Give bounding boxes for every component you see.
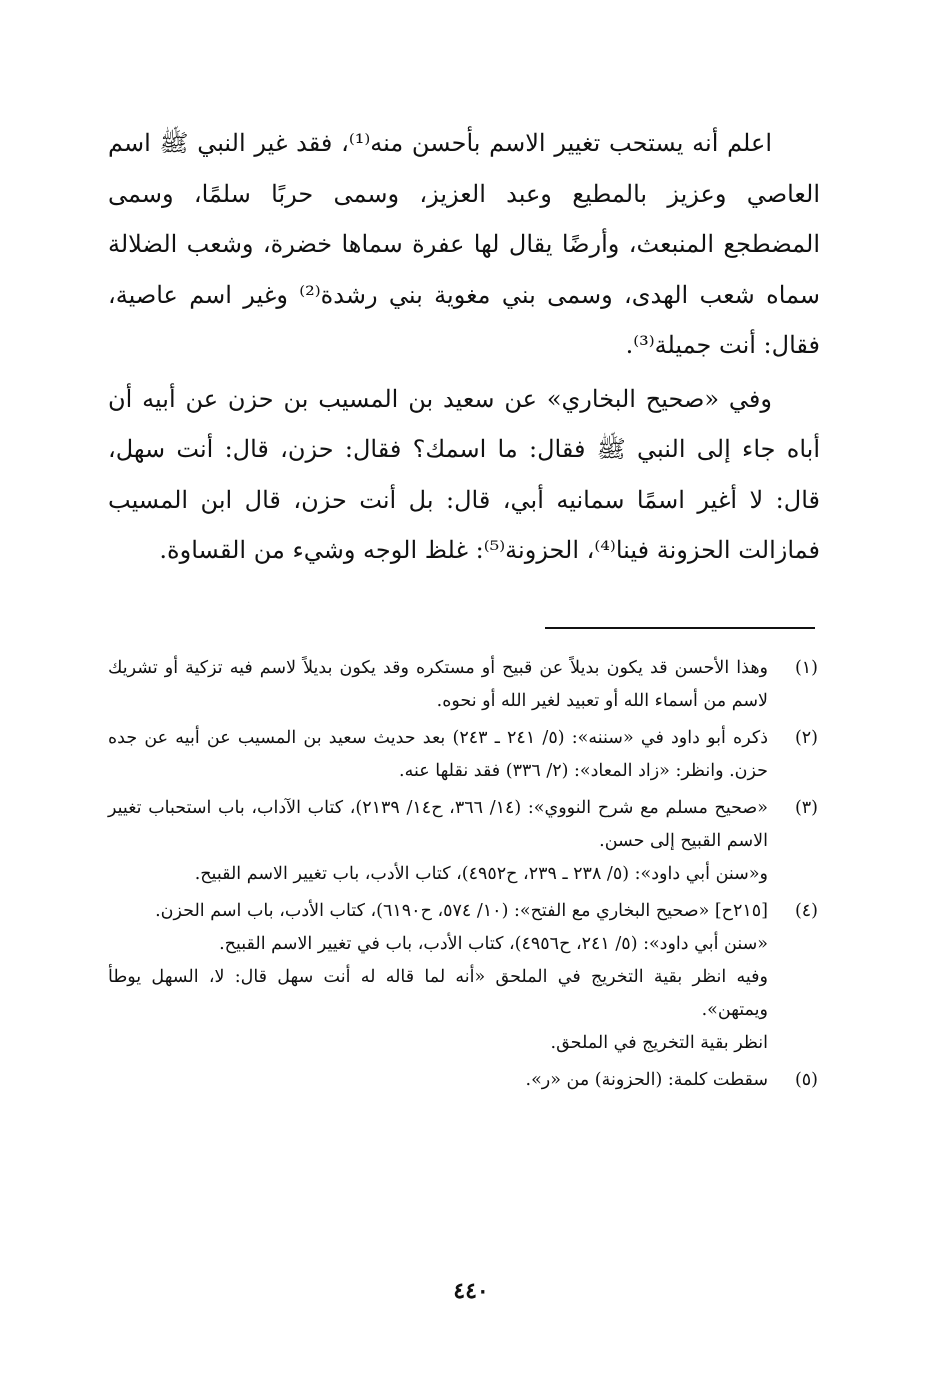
footnote-number: (٢) — [794, 728, 818, 748]
footnote-text: وهذا الأحسن قد يكون بديلاً عن قبيح أو مستكره وقد يكون بديلاً لاسم فيه تزكية أو تشريك لاسم من أسماء الله أو تعبيد لغير الله أو نحوه. — [108, 658, 768, 711]
footnote-text: سقطت كلمة: (الحزونة) من «ر». — [525, 1070, 768, 1090]
footnote-text: [٢١٥ح] «صحيح البخاري مع الفتح»: (١٠/ ٥٧٤، ح٦١٩٠)، كتاب الأدب، باب اسم الحزن. — [155, 901, 768, 921]
footnote-text: ذكره أبو داود في «سننه»: (٥/ ٢٤١ ـ ٢٤٣) بعد حديث سعيد بن المسيب عن أبيه عن جده حزن. وانظر: «زاد المعاد»: (٢/ ٣٣٦) فقد نقلها عنه. — [108, 728, 768, 781]
footnote-number: (١) — [794, 658, 818, 678]
footnote-4 — [108, 895, 818, 1060]
page-number: ٤٤٠ — [453, 1278, 489, 1304]
footnote-text: و«سنن أبي داود»: (٥/ ٢٣٨ ـ ٢٣٩، ح٤٩٥٢)، كتاب الأدب، باب تغيير الاسم القبيح. — [194, 864, 768, 884]
footnote-divider — [545, 627, 815, 629]
footnote-1 — [108, 652, 818, 718]
footnote-number: (٣) — [794, 798, 818, 818]
footnote-3 — [108, 792, 818, 891]
footnote-text: انظر بقية التخريج في الملحق. — [550, 1033, 768, 1053]
footnote-number: (٥) — [794, 1070, 818, 1090]
paragraph: اعلم أنه يستحب تغيير الاسم بأحسن منه⁽¹⁾، فقد غير النبي ﷺ اسم العاصي وعزيز بالمطيع وعبد العزيز، وسمى حربًا سلمًا، وسمى المضطجع المنبعث، وأرضًا يقال لها عفرة سماها خضرة، وشعب الضلالة سماه شعب الهدى، وسمى بني مغوية بني رشدة⁽²⁾ وغير اسم عاصية، فقال: أنت جميلة⁽³⁾. — [108, 129, 820, 359]
footnote-text: «صحيح مسلم مع شرح النووي»: (١٤/ ٣٦٦، ح١٤/ ٢١٣٩)، كتاب الآداب، باب استحباب تغيير الاسم القبيح إلى حسن. — [108, 798, 768, 851]
footnotes — [108, 652, 818, 1101]
footnote-text: وفيه انظر بقية التخريج في الملحق «أنه لما قاله له أنت سهل قال: لا، السهل يوطأ ويمتهن». — [108, 967, 768, 1020]
main-text — [108, 118, 820, 576]
footnote-text: «سنن أبي داود»: (٥/ ٢٤١، ح٤٩٥٦)، كتاب الأدب، باب في تغيير الاسم القبيح. — [219, 934, 768, 954]
footnote-2 — [108, 722, 818, 788]
footnote-5 — [108, 1064, 818, 1097]
footnote-number: (٤) — [794, 901, 818, 921]
paragraph: وفي «صحيح البخاري» عن سعيد بن المسيب بن حزن عن أبيه أن أباه جاء إلى النبي ﷺ فقال: ما اسمك؟ فقال: حزن، قال: أنت سهل، قال: لا أغير اسمًا سمانيه أبي، قال: بل أنت حزن، قال ابن المسيب فمازالت الحزونة فينا⁽⁴⁾، الحزونة⁽⁵⁾: غلظ الوجه وشيء من القساوة. — [108, 384, 820, 564]
